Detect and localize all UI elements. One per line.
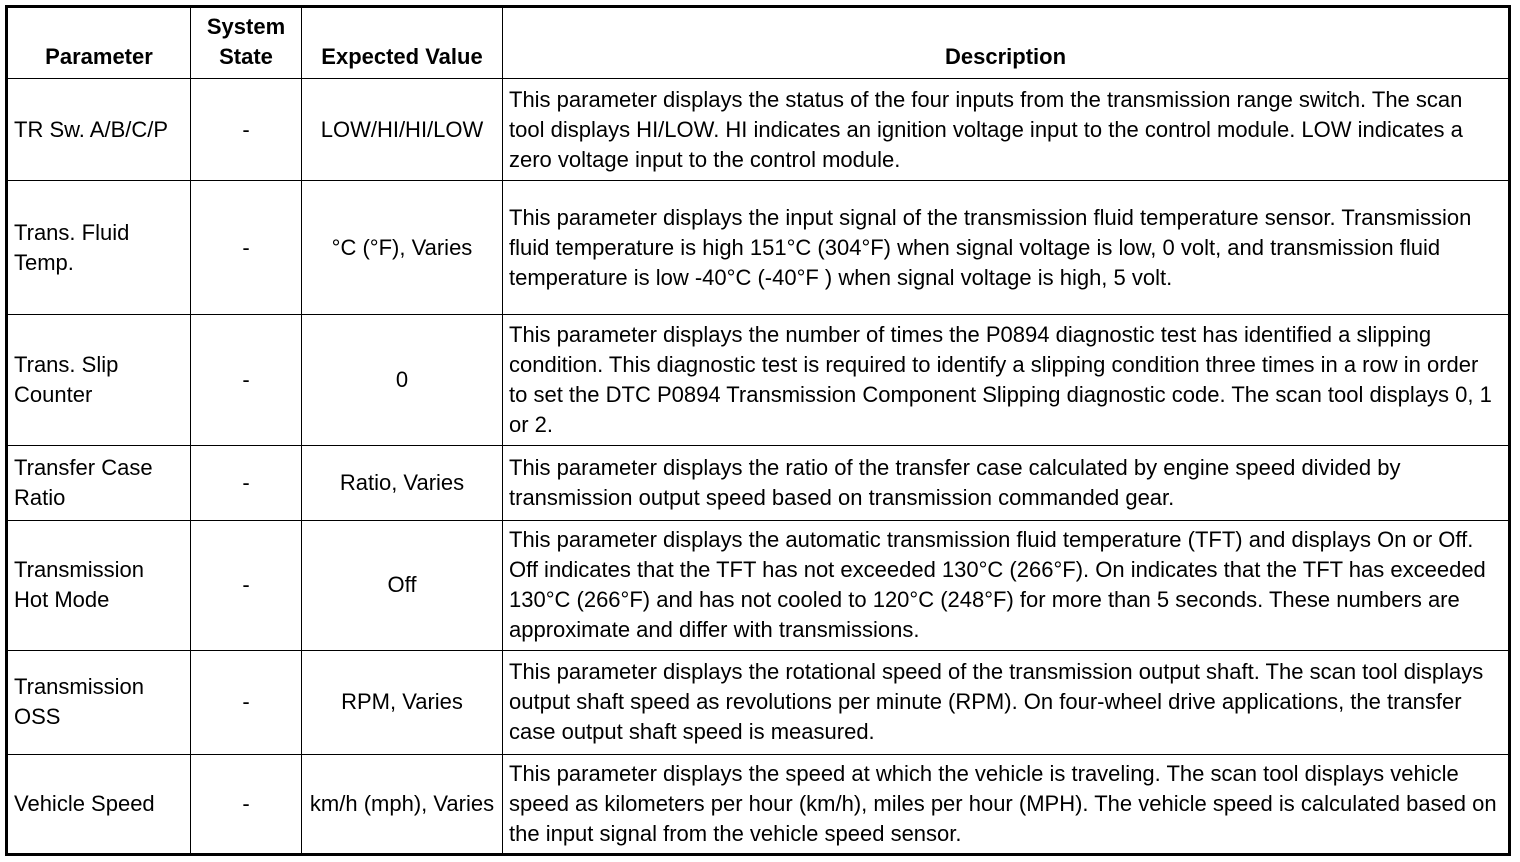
table-row bbox=[7, 181, 1510, 315]
system-state-cell: - bbox=[191, 181, 302, 315]
table-row bbox=[7, 79, 1510, 181]
table-row bbox=[7, 520, 1510, 651]
parameter-cell: Vehicle Speed bbox=[7, 754, 191, 854]
parameter-cell: Trans. Fluid Temp. bbox=[7, 181, 191, 315]
table-row bbox=[7, 314, 1510, 446]
parameter-cell: Transmission OSS bbox=[7, 651, 191, 754]
expected-value-cell: Off bbox=[302, 520, 503, 651]
table-row bbox=[7, 446, 1510, 520]
expected-value-cell: RPM, Varies bbox=[302, 651, 503, 754]
header-expected-value: Expected Value bbox=[302, 7, 503, 79]
description-cell: This parameter displays the automatic transmission fluid temperature (TFT) and displays On or Off. Off indicates that the TFT has not exceeded 130°C (266°F). On indicates that the TFT has exceeded 130°C (266°F) and has not cooled to 120°C (248°F) for more than 5 seconds. These numbers are approximate and differ with transmissions. bbox=[503, 520, 1510, 651]
expected-value-cell: Ratio, Varies bbox=[302, 446, 503, 520]
header-system-state: System State bbox=[191, 7, 302, 79]
expected-value-cell: 0 bbox=[302, 314, 503, 446]
system-state-cell: - bbox=[191, 520, 302, 651]
system-state-cell: - bbox=[191, 79, 302, 181]
system-state-cell: - bbox=[191, 446, 302, 520]
description-cell: This parameter displays the rotational speed of the transmission output shaft. The scan tool displays output shaft speed as revolutions per minute (RPM). On four-wheel drive applications, the transfer case output shaft speed is measured. bbox=[503, 651, 1510, 754]
expected-value-cell: °C (°F), Varies bbox=[302, 181, 503, 315]
header-description: Description bbox=[503, 7, 1510, 79]
system-state-cell: - bbox=[191, 314, 302, 446]
system-state-cell: - bbox=[191, 651, 302, 754]
description-cell: This parameter displays the input signal of the transmission fluid temperature sensor. Transmission fluid temperature is high 151°C (304°F) when signal voltage is low, 0 volt, and transmission fluid temperature is low -40°C (-40°F ) when signal voltage is high, 5 volt. bbox=[503, 181, 1510, 315]
header-parameter: Parameter bbox=[7, 7, 191, 79]
parameter-table bbox=[5, 5, 1511, 856]
parameter-cell: Transmission Hot Mode bbox=[7, 520, 191, 651]
description-cell: This parameter displays the number of times the P0894 diagnostic test has identified a slipping condition. This diagnostic test is required to identify a slipping condition three times in a row in order to set the DTC P0894 Transmission Component Slipping diagnostic code. The scan tool displays 0, 1 or 2. bbox=[503, 314, 1510, 446]
system-state-cell: - bbox=[191, 754, 302, 854]
description-cell: This parameter displays the status of the four inputs from the transmission range switch. The scan tool displays HI/LOW. HI indicates an ignition voltage input to the control module. LOW indicates a zero voltage input to the control module. bbox=[503, 79, 1510, 181]
description-cell: This parameter displays the speed at which the vehicle is traveling. The scan tool displays vehicle speed as kilometers per hour (km/h), miles per hour (MPH). The vehicle speed is calculated based on the input signal from the vehicle speed sensor. bbox=[503, 754, 1510, 854]
parameter-cell: Trans. Slip Counter bbox=[7, 314, 191, 446]
table-row bbox=[7, 754, 1510, 854]
description-cell: This parameter displays the ratio of the transfer case calculated by engine speed divided by transmission output speed based on transmission commanded gear. bbox=[503, 446, 1510, 520]
table-header-row bbox=[7, 7, 1510, 79]
parameter-cell: TR Sw. A/B/C/P bbox=[7, 79, 191, 181]
expected-value-cell: LOW/HI/HI/LOW bbox=[302, 79, 503, 181]
table-row bbox=[7, 651, 1510, 754]
parameter-cell: Transfer Case Ratio bbox=[7, 446, 191, 520]
expected-value-cell: km/h (mph), Varies bbox=[302, 754, 503, 854]
